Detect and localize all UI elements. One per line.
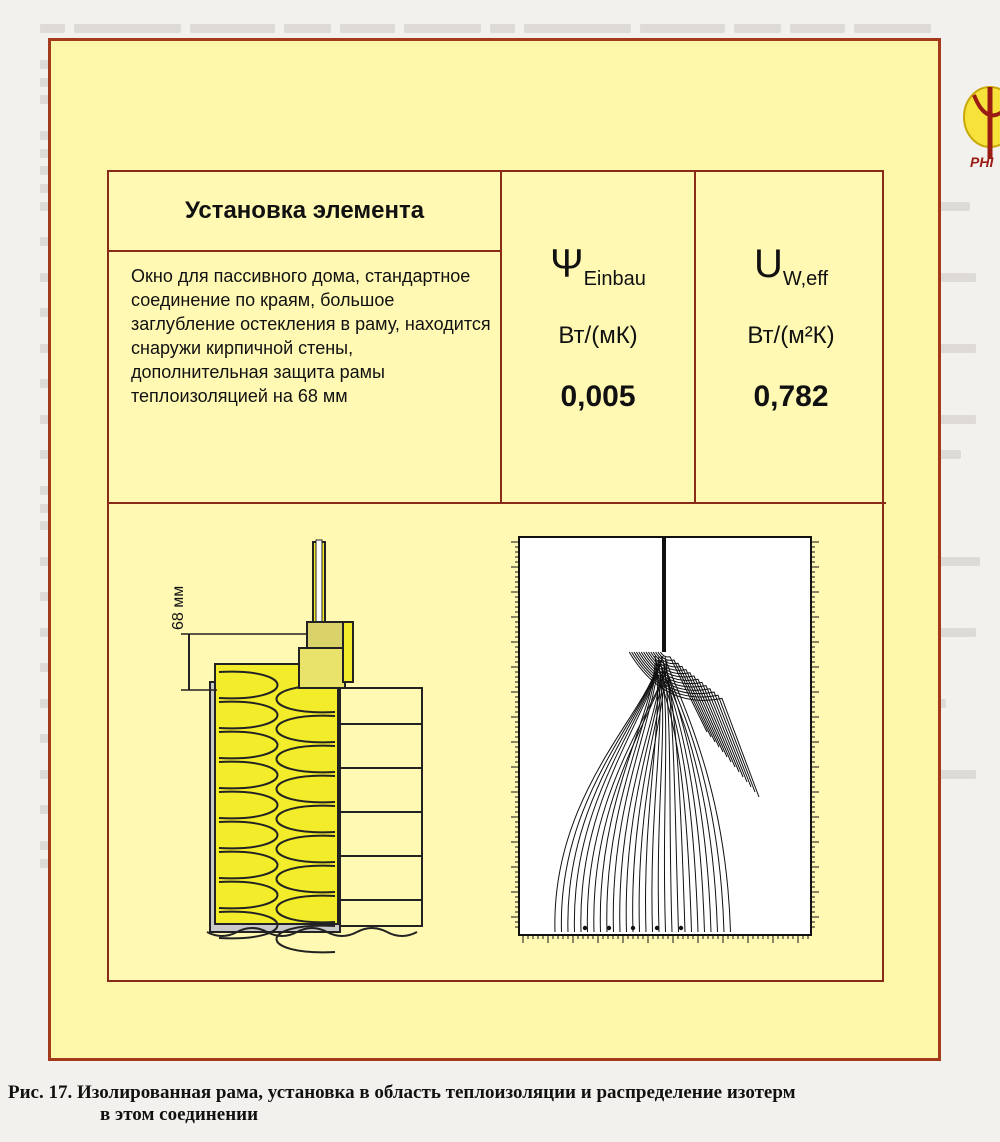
psi-unit: Вт/(мК) <box>558 322 638 349</box>
table-title: Установка элемента <box>184 197 425 224</box>
u-unit: Вт/(м²К) <box>747 322 835 349</box>
logo-text: PHI <box>970 154 994 170</box>
window-frame <box>299 540 353 688</box>
dimension-label: 68 мм <box>170 585 187 630</box>
caption-line-1: Рис. 17. Изолированная рама, установка в область теплоизоляции и распределение изотерм <box>8 1082 796 1103</box>
psi-value: 0,005 <box>560 380 636 413</box>
figure-caption <box>8 1082 993 1126</box>
u-column <box>696 172 886 502</box>
psi-column <box>502 172 694 502</box>
divider <box>109 250 500 252</box>
construction-drawing <box>107 502 884 980</box>
u-value: 0,782 <box>753 380 829 413</box>
psi-symbol: $\Psi_{Einbau}$ <box>550 242 646 290</box>
wall-section <box>207 664 422 952</box>
phi-logo <box>954 81 1000 171</box>
u-symbol: $U_{W,eff}$ <box>753 242 829 290</box>
caption-line-2: в этом соединении <box>100 1104 259 1125</box>
isotherm-plot <box>511 537 819 943</box>
element-description: Окно для пассивного дома, стандартное соединение по краям, большое заглубление остекления в раму, находится снаружи кирпичной стены, дополнительная защита рамы теплоизоляцией на 68 мм <box>131 266 491 406</box>
